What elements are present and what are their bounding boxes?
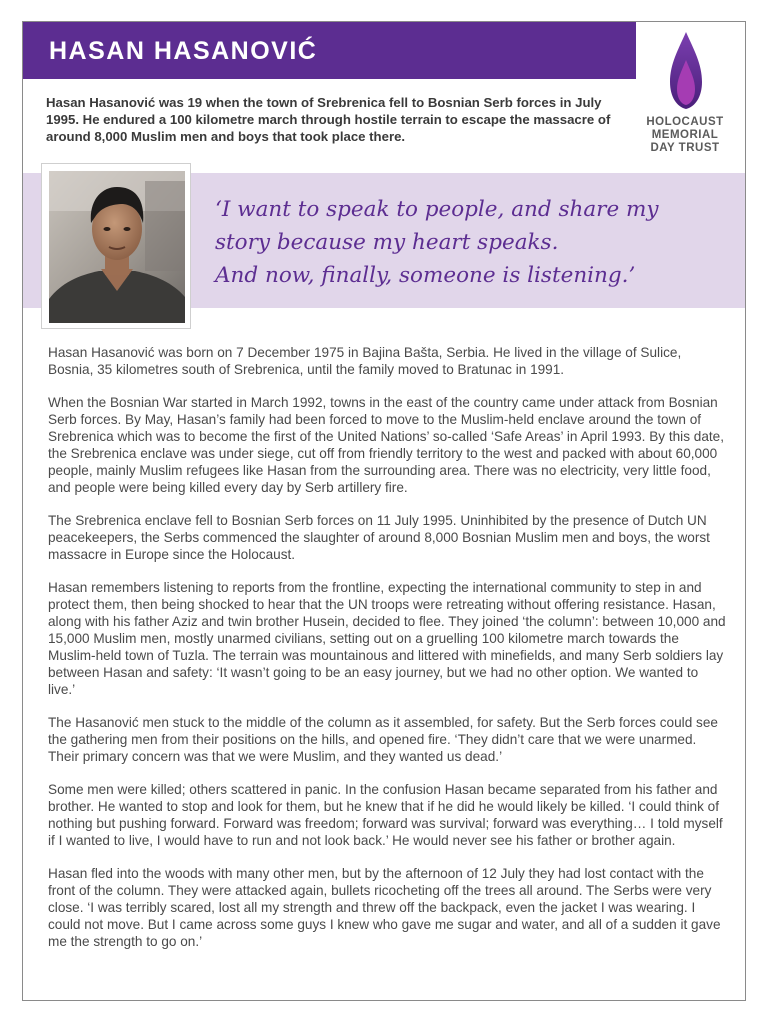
flame-icon (666, 30, 706, 110)
paragraph: The Srebrenica enclave fell to Bosnian Serb forces on 11 July 1995. Uninhibited by the presence of Dutch UN peacekeepers, the Serbs commenced the slaughter of around 8,000 Bosnian Muslim men and boys, the worst massacre in Europe since the Holocaust. (48, 513, 710, 562)
intro-summary: Hasan Hasanović was 19 when the town of Srebrenica fell to Bosnian Serb forces in July 1995. He endured a 100 kilometre march through hostile terrain to escape the massacre of around 8,000 Muslim men and boys that took place there. (46, 95, 611, 144)
paragraph: Hasan Hasanović was born on 7 December 1975 in Bajina Bašta, Serbia. He lived in the village of Sulice, Bosnia, 35 kilometres south of Srebrenica, until the family moved to Bratunac in 1991. (48, 345, 682, 377)
paragraph: Some men were killed; others scattered in panic. In the confusion Hasan became separated from his father and brother. He wanted to stop and look for them, but he knew that if he did he would likely be killed. ‘I could think of nothing but pushing forward. Forward was freedom; forward was survival; forward was everything… I told myself if I wanted to live, I would have to run and not look back.’ He would never see his father or brother again. (48, 782, 723, 848)
logo-line: DAY TRUST (650, 142, 720, 154)
paragraph: When the Bosnian War started in March 1992, towns in the east of the country came under attack from Bosnian Serb forces. By May, Hasan’s family had been forced to move to the Muslim-held enclave around the town of Srebrenica which was to become the first of the United Nations’ so-called ‘Safe Areas’ in April 1993. By this date, the Srebrenica enclave was under siege, cut off from friendly territory to the west and packed with about 60,000 people, mainly Muslim refugees like Hasan from the surrounding area. There was no electricity, very little food, and people were being killed every day by Serb artillery fire. (48, 395, 725, 495)
page-title: HASAN HASANOVIĆ (49, 37, 318, 65)
logo-line: HOLOCAUST (646, 116, 724, 128)
paragraph: The Hasanović men stuck to the middle of the column as it assembled, for safety. But the Serb forces could see the gathering men from their positions on the hills, and opened fire. ‘They didn’t care that we were unarmed. Their primary concern was that we were Muslim, and they wanted us dead.’ (48, 715, 718, 764)
paragraph: Hasan fled into the woods with many other men, but by the afternoon of 12 July they had lost contact with the front of the column. They were attacked again, bullets ricocheting off the trees all around. The Serbs were very close. ‘I was terribly scared, lost all my strength and threw off the backpack, even the jacket I was wearing. I could not move. But I came across some guys I knew who gave me sugar and water, and all of a sudden it gave me the strength to go on.’ (48, 866, 721, 949)
logo-wordmark (636, 116, 734, 155)
article-body (48, 344, 728, 966)
portrait-photo (49, 171, 185, 323)
paragraph: Hasan remembers listening to reports from the frontline, expecting the international community to step in and protect them, then being shocked to hear that the UN troops were retreating without offering resistance. Hasan, along with his father Aziz and twin brother Husein, decided to flee. They joined ‘the column’: between 10,000 and 15,000 Muslim men, mostly unarmed civilians, setting out on a gruelling 100 kilometre march towards the Muslim-held town of Tuzla. The terrain was mountainous and littered with minefields, and many Serb soldiers lay between Hasan and safety: ‘It wasn’t going to be an easy journey, but we had no other option. We wanted to live.’ (48, 580, 726, 697)
quote-line: ‘I want to speak to people, and share my (215, 197, 659, 222)
pull-quote (215, 193, 730, 292)
portrait-frame (41, 163, 191, 329)
quote-line: And now, finally, someone is listening.’ (215, 263, 636, 288)
title-bar (23, 22, 636, 79)
quote-line: story because my heart speaks. (215, 230, 559, 255)
logo-line: MEMORIAL (651, 129, 719, 141)
hmd-trust-logo (636, 26, 734, 166)
